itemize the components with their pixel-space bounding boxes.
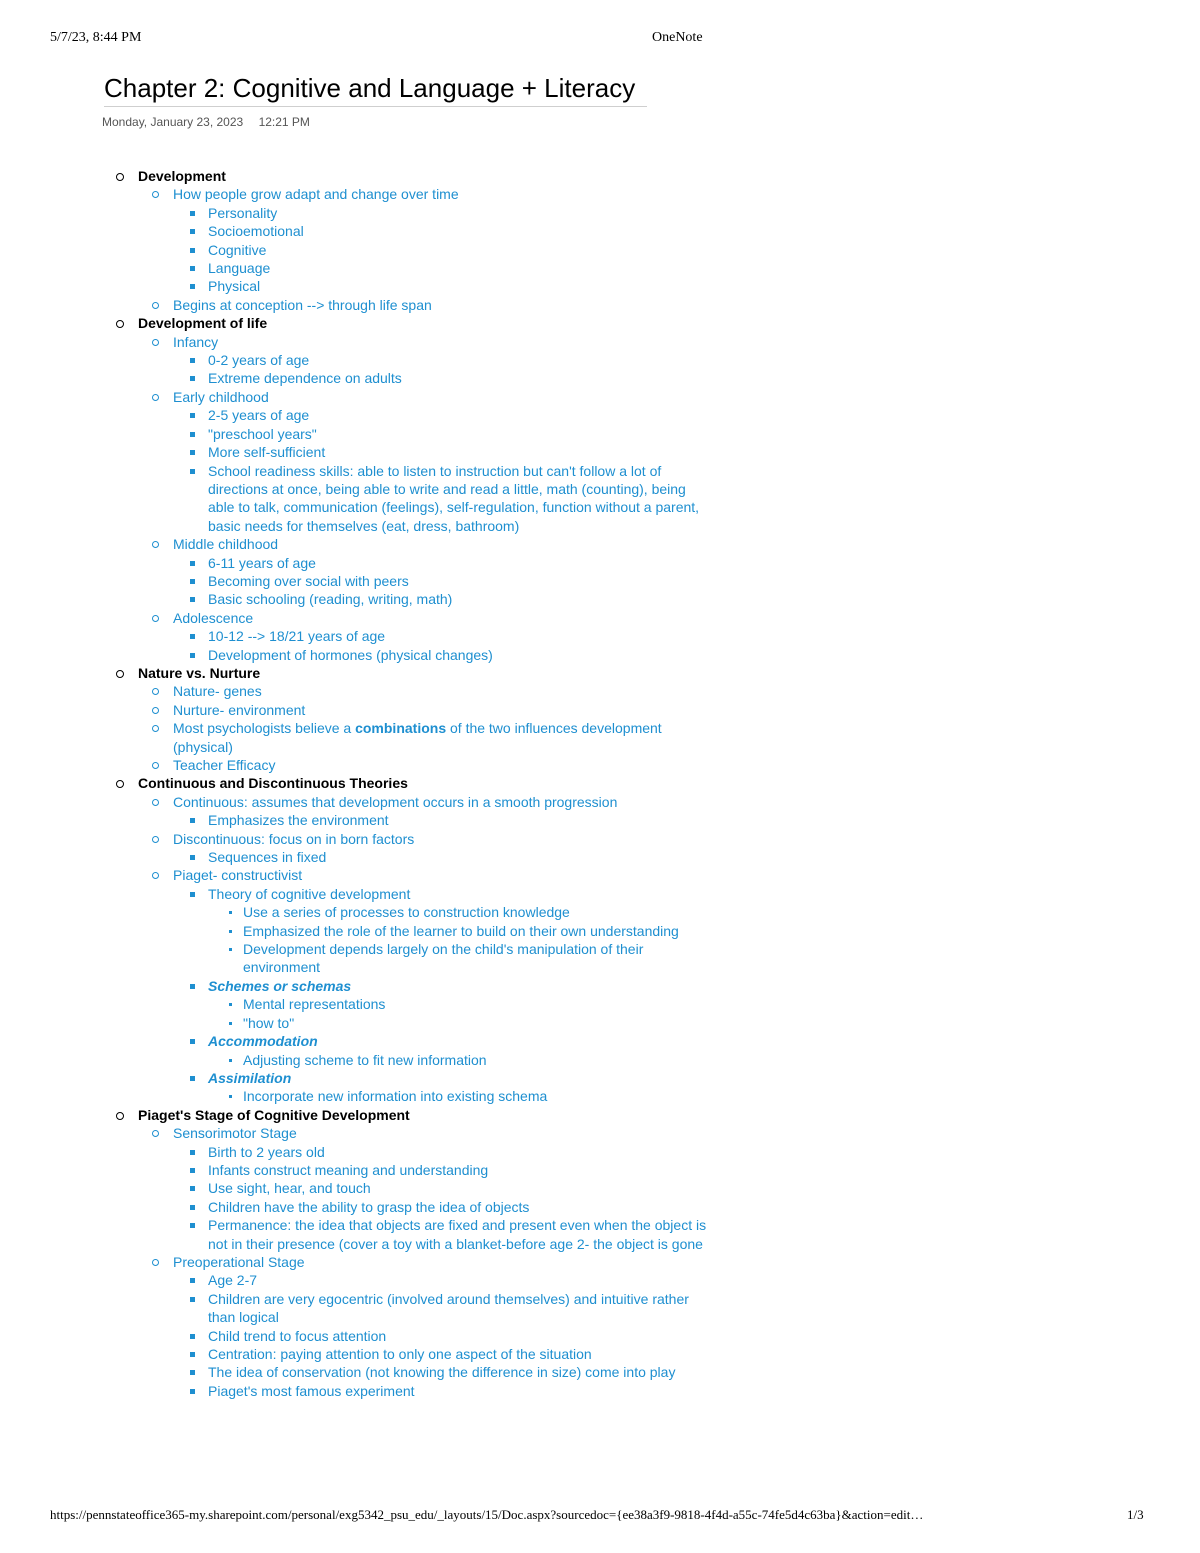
outline-item-level-2 <box>0 388 1200 406</box>
outline-item-text: School readiness skills: able to listen to instruction but can't follow a lot of directions at once, being able to write and read a little, math (counting), being able to talk, communication (feelings), self-regulation, function without a parent, basic needs for themselves (eat, dress, bathroom) <box>208 462 700 534</box>
print-datetime: 5/7/23, 8:44 PM <box>50 30 142 45</box>
outline-item-text: Adolescence <box>173 609 254 626</box>
dot-bullet-icon <box>229 1095 232 1098</box>
dot-bullet-icon <box>229 948 232 951</box>
outline-item-level-3 <box>0 1161 1200 1179</box>
outline-item-level-2 <box>0 609 1200 627</box>
outline-item-level-1 <box>0 167 1200 185</box>
outline-item-level-3 <box>0 1179 1200 1197</box>
emphasized-text: combinations <box>355 720 447 737</box>
outline-item-level-1 <box>0 664 1200 682</box>
print-footer-url: https://pennstateoffice365-my.sharepoint.com/personal/exg5342_psu_edu/_layouts/15/Doc.aspx?sourcedoc={ee38a3f9-9818-4f4d-a55c-74fe5d4c63ba}&action=edit… <box>50 1507 924 1522</box>
outline-item-text: 6-11 years of age <box>208 554 316 571</box>
square-bullet-icon <box>190 818 195 823</box>
outline-item-level-2 <box>0 756 1200 774</box>
outline-item-text: Development of hormones (physical changes) <box>208 646 493 663</box>
square-bullet-icon <box>190 1205 195 1210</box>
outline-item-text: Continuous and Discontinuous Theories <box>138 775 408 792</box>
square-bullet-icon <box>190 1370 195 1375</box>
square-bullet-icon <box>190 413 195 418</box>
outline-item-text: Incorporate new information into existing schema <box>243 1088 548 1105</box>
square-bullet-icon <box>190 634 195 639</box>
outline-item-level-2 <box>0 535 1200 553</box>
outline-item-level-3 <box>0 1290 1200 1327</box>
outline-item-text: Children have the ability to grasp the idea of objects <box>208 1198 530 1215</box>
hollow-circle-bullet-icon <box>152 872 159 879</box>
hollow-circle-bullet-icon <box>152 541 159 548</box>
outline-item-level-4 <box>0 903 1200 921</box>
created-date: Monday, January 23, 2023 <box>102 115 244 129</box>
outline-item-level-3 <box>0 572 1200 590</box>
square-bullet-icon <box>190 984 195 989</box>
outline-item-text: Continuous: assumes that development occurs in a smooth progression <box>173 793 618 810</box>
outline-item-level-3 <box>0 977 1200 995</box>
outline-item-text: Piaget's most famous experiment <box>208 1382 415 1399</box>
outline-item-level-3 <box>0 627 1200 645</box>
square-bullet-icon <box>190 266 195 271</box>
outline-item-level-3 <box>0 259 1200 277</box>
print-app-name: OneNote <box>652 30 703 45</box>
outline-item-text: Most psychologists believe a combinations of the two influences development (physical) <box>173 720 662 755</box>
square-bullet-icon <box>190 855 195 860</box>
outline-item-level-3 <box>0 1327 1200 1345</box>
square-bullet-icon <box>190 469 195 474</box>
outline-item-text: Socioemotional <box>208 223 304 240</box>
hollow-circle-bullet-icon <box>152 799 159 806</box>
outline-item-level-1 <box>0 314 1200 332</box>
hollow-circle-bullet-icon <box>152 615 159 622</box>
outline-item-text: Infants construct meaning and understanding <box>208 1161 489 1178</box>
outline-item-text: 2-5 years of age <box>208 407 310 424</box>
outline-item-text: Infancy <box>173 333 219 350</box>
outline-item-level-3 <box>0 1363 1200 1381</box>
hollow-circle-bullet-icon <box>152 394 159 401</box>
outline-item-text: Nature vs. Nurture <box>138 664 261 681</box>
outline-item-text: "how to" <box>243 1014 295 1031</box>
outline-item-level-2 <box>0 830 1200 848</box>
outline-item-level-3 <box>0 811 1200 829</box>
outline-item-text: More self-sufficient <box>208 444 326 461</box>
hollow-circle-bullet-icon <box>152 688 159 695</box>
outline-item-level-3 <box>0 885 1200 903</box>
outline-item-level-3 <box>0 590 1200 608</box>
outline-item-level-3 <box>0 406 1200 424</box>
outline-item-text: Physical <box>208 278 261 295</box>
outline-item-level-3 <box>0 462 1200 536</box>
square-bullet-icon <box>190 284 195 289</box>
hollow-circle-bullet-icon <box>152 725 159 732</box>
outline-item-text: Assimilation <box>208 1069 292 1086</box>
outline-item-level-3 <box>0 443 1200 461</box>
square-bullet-icon <box>190 211 195 216</box>
outline-item-text: Sequences in fixed <box>208 849 327 866</box>
square-bullet-icon <box>190 892 195 897</box>
note-outline <box>0 167 1200 1400</box>
outline-item-level-2 <box>0 866 1200 884</box>
outline-item-text: Centration: paying attention to only one aspect of the situation <box>208 1346 592 1362</box>
outline-item-text: Nurture- environment <box>173 701 306 718</box>
dot-bullet-icon <box>229 930 232 933</box>
outline-item-text: 10-12 --> 18/21 years of age <box>208 628 386 645</box>
outline-item-level-3 <box>0 369 1200 387</box>
outline-item-level-3 <box>0 1032 1200 1050</box>
outline-item-level-4 <box>0 940 1200 977</box>
outline-item-text: Early childhood <box>173 388 269 405</box>
outline-item-text: Cognitive <box>208 241 267 258</box>
outline-item-text: The idea of conservation (not knowing the difference in size) come into play <box>208 1364 676 1381</box>
outline-item-text: Theory of cognitive development <box>208 885 411 902</box>
outline-item-text: Birth to 2 years old <box>208 1143 325 1160</box>
outline-item-level-2 <box>0 1253 1200 1271</box>
outline-item-text: Language <box>208 260 271 277</box>
square-bullet-icon <box>190 358 195 363</box>
square-bullet-icon <box>190 450 195 455</box>
outline-item-text: Emphasizes the environment <box>208 812 389 829</box>
square-bullet-icon <box>190 432 195 437</box>
outline-item-text: "preschool years" <box>208 425 317 442</box>
page-title: Chapter 2: Cognitive and Language + Literacy <box>104 73 647 107</box>
hollow-circle-bullet-icon <box>152 302 159 309</box>
outline-item-level-3 <box>0 1216 1200 1253</box>
outline-item-text: Schemes or schemas <box>208 977 352 994</box>
page-created-timestamp <box>102 115 310 129</box>
outline-item-text: Sensorimotor Stage <box>173 1125 297 1142</box>
square-bullet-icon <box>190 1334 195 1339</box>
outline-item-level-3 <box>0 1345 1200 1363</box>
dot-bullet-icon <box>229 1059 232 1062</box>
hollow-circle-bullet-icon <box>152 191 159 198</box>
created-time: 12:21 PM <box>258 115 310 129</box>
outline-item-text: 0-2 years of age <box>208 352 310 369</box>
hollow-circle-bullet-icon <box>152 707 159 714</box>
outline-item-text: Personality <box>208 204 278 221</box>
hollow-circle-bullet-icon <box>116 173 124 181</box>
hollow-circle-bullet-icon <box>116 320 124 328</box>
outline-item-text: Development depends largely on the child's manipulation of their environment <box>243 941 644 976</box>
outline-item-text: Teacher Efficacy <box>173 757 276 773</box>
outline-item-level-3 <box>0 425 1200 443</box>
outline-item-text: Middle childhood <box>173 536 279 553</box>
square-bullet-icon <box>190 1150 195 1155</box>
outline-item-level-2 <box>0 682 1200 700</box>
square-bullet-icon <box>190 248 195 253</box>
outline-item-text: Accommodation <box>208 1033 318 1050</box>
square-bullet-icon <box>190 1186 195 1191</box>
dot-bullet-icon <box>229 1022 232 1025</box>
outline-item-level-4 <box>0 1087 1200 1105</box>
outline-item-level-3 <box>0 646 1200 664</box>
hollow-circle-bullet-icon <box>152 836 159 843</box>
outline-item-level-3 <box>0 277 1200 295</box>
outline-item-text: Development of life <box>138 315 268 332</box>
square-bullet-icon <box>190 1352 195 1357</box>
dot-bullet-icon <box>229 1003 232 1006</box>
outline-item-level-2 <box>0 296 1200 314</box>
outline-item-level-4 <box>0 922 1200 940</box>
hollow-circle-bullet-icon <box>116 780 124 788</box>
outline-item-level-2 <box>0 185 1200 203</box>
outline-item-text: Use sight, hear, and touch <box>208 1180 371 1197</box>
outline-item-level-3 <box>0 222 1200 240</box>
square-bullet-icon <box>190 597 195 602</box>
outline-item-text: Extreme dependence on adults <box>208 370 402 387</box>
outline-item-level-3 <box>0 1198 1200 1216</box>
outline-item-level-2 <box>0 1124 1200 1142</box>
outline-item-level-2 <box>0 719 1200 756</box>
outline-item-text: Nature- genes <box>173 683 262 700</box>
square-bullet-icon <box>190 1297 195 1302</box>
square-bullet-icon <box>190 561 195 566</box>
outline-item-text: Use a series of processes to construction knowledge <box>243 904 570 921</box>
outline-item-text: Child trend to focus attention <box>208 1327 387 1344</box>
outline-item-level-3 <box>0 1271 1200 1289</box>
outline-item-level-3 <box>0 351 1200 369</box>
square-bullet-icon <box>190 229 195 234</box>
hollow-circle-bullet-icon <box>116 670 124 678</box>
outline-item-level-2 <box>0 701 1200 719</box>
outline-item-level-1 <box>0 774 1200 792</box>
square-bullet-icon <box>190 653 195 658</box>
outline-item-level-4 <box>0 1014 1200 1032</box>
outline-item-text: Becoming over social with peers <box>208 572 409 589</box>
outline-item-level-2 <box>0 793 1200 811</box>
square-bullet-icon <box>190 376 195 381</box>
square-bullet-icon <box>190 1168 195 1173</box>
outline-item-text: Emphasized the role of the learner to build on their own understanding <box>243 922 679 939</box>
outline-item-text: Begins at conception --> through life span <box>173 296 432 313</box>
hollow-circle-bullet-icon <box>116 1112 124 1120</box>
outline-item-level-3 <box>0 1143 1200 1161</box>
outline-item-level-4 <box>0 995 1200 1013</box>
hollow-circle-bullet-icon <box>152 762 159 769</box>
square-bullet-icon <box>190 1076 195 1081</box>
outline-item-text: Permanence: the idea that objects are fixed and present even when the object is not in their presence (cover a toy with a blanket-before age 2- the object is gone <box>208 1217 707 1252</box>
outline-item-text: Age 2-7 <box>208 1272 258 1289</box>
print-page-number: 1/3 <box>1127 1507 1144 1522</box>
square-bullet-icon <box>190 1278 195 1283</box>
hollow-circle-bullet-icon <box>152 1259 159 1266</box>
square-bullet-icon <box>190 579 195 584</box>
outline-item-text: Preoperational Stage <box>173 1253 305 1270</box>
outline-item-text: Piaget's Stage of Cognitive Development <box>138 1106 410 1123</box>
outline-item-text: Mental representations <box>243 996 386 1013</box>
outline-item-level-1 <box>0 1106 1200 1124</box>
outline-item-level-4 <box>0 1051 1200 1069</box>
dot-bullet-icon <box>229 911 232 914</box>
square-bullet-icon <box>190 1223 195 1228</box>
hollow-circle-bullet-icon <box>152 1130 159 1137</box>
outline-item-level-3 <box>0 204 1200 222</box>
outline-item-text: Piaget- constructivist <box>173 867 303 884</box>
outline-item-level-2 <box>0 333 1200 351</box>
outline-item-text: Development <box>138 168 226 184</box>
hollow-circle-bullet-icon <box>152 339 159 346</box>
outline-item-text: Children are very egocentric (involved around themselves) and intuitive rather than logical <box>208 1290 689 1326</box>
outline-item-level-3 <box>0 241 1200 259</box>
outline-item-text: Basic schooling (reading, writing, math) <box>208 591 453 608</box>
outline-item-level-3 <box>0 848 1200 866</box>
outline-item-text: Discontinuous: focus on in born factors <box>173 830 415 847</box>
outline-item-text: How people grow adapt and change over time <box>173 186 459 203</box>
square-bullet-icon <box>190 1389 195 1394</box>
outline-item-level-3 <box>0 1382 1200 1400</box>
outline-item-level-3 <box>0 1069 1200 1087</box>
outline-item-text: Adjusting scheme to fit new information <box>243 1051 487 1068</box>
square-bullet-icon <box>190 1039 195 1044</box>
outline-item-level-3 <box>0 554 1200 572</box>
